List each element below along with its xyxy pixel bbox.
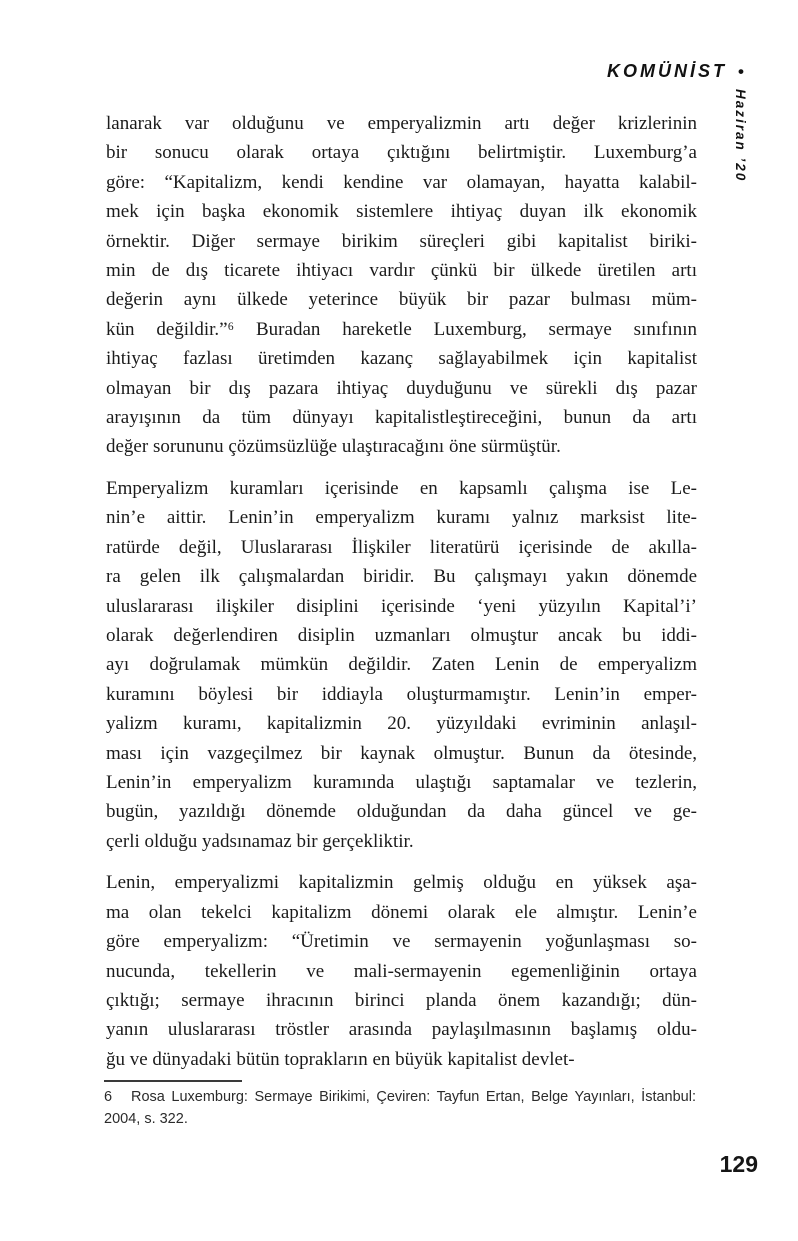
text-line: ması için vazgeçilmez bir kaynak olmuştur. Bunun da ötesinde, <box>106 742 697 764</box>
footnote-text: Rosa Luxemburg: Sermaye Birikimi, Çeviren: Tayfun Ertan, Belge Yayınları, İstanbul: <box>131 1089 696 1105</box>
text-line: örnektir. Diğer sermaye birikim süreçleri gibi kapitalist biriki- <box>106 230 697 252</box>
text-line: bugün, yazıldığı dönemde olduğundan da daha güncel ve ge- <box>106 801 697 823</box>
masthead <box>607 61 744 82</box>
paragraph <box>106 474 697 856</box>
text-line: nucunda, tekellerin ve mali-sermayenin egemenliğinin ortaya <box>106 960 697 982</box>
issue-label: Haziran ’20 <box>733 89 748 183</box>
text-line: ratürde değil, Uluslararası İlişkiler literatürü içerisinde de akılla- <box>106 536 697 558</box>
text-line: Lenin, emperyalizmi kapitalizmin gelmiş olduğu en yüksek aşa- <box>106 872 697 894</box>
text-line: ğu ve dünyadaki bütün toprakların en büyük kapitalist devlet- <box>106 1048 575 1070</box>
text-line: yalizm kuramı, kapitalizmin 20. yüzyıldaki evriminin anlaşıl- <box>106 713 697 735</box>
text-line: ayı doğrulamak mümkün değildir. Zaten Lenin de emperyalizm <box>106 654 697 676</box>
text-line: mek için başka ekonomik sistemlere ihtiyaç duyan ilk ekonomik <box>106 201 697 223</box>
text-line: değer sorununu çözümsüzlüğe ulaştıracağını öne sürmüştür. <box>106 436 561 458</box>
text-line: göre: “Kapitalizm, kendi kendine var olamayan, hayatta kalabil- <box>106 171 697 193</box>
text-line: olarak değerlendiren disiplin uzmanları olmuştur ancak bu iddi- <box>106 624 697 646</box>
text-line: göre emperyalizm: “Üretimin ve sermayenin yoğunlaşması so- <box>106 931 697 953</box>
footnote-line: 2004, s. 322. <box>104 1110 188 1127</box>
text-line: çerli olduğu yadsınamaz bir gerçekliktir. <box>106 830 414 852</box>
text-line: nin’e aittir. Lenin’in emperyalizm kuramı yalnız marksist lite- <box>106 507 697 529</box>
footnote-line <box>104 1087 696 1109</box>
text-line: Emperyalizm kuramları içerisinde en kapsamlı çalışma ise Le- <box>106 477 697 499</box>
text-line: olmayan bir dış pazara ihtiyaç duyduğunu ve sürekli dış pazar <box>106 377 697 399</box>
text-line: değerin aynı ülkede yeterince büyük bir pazar bulması müm- <box>106 289 697 311</box>
text-line: arayışının da tüm dünyayı kapitalistleştireceğini, bunun da artı <box>106 406 697 428</box>
text-line: bir sonucu olarak ortaya çıktığını belirtmiştir. Luxemburg’a <box>106 142 697 164</box>
text-line: kün değildir.”⁶ Buradan hareketle Luxemburg, sermaye sınıfının <box>106 318 697 340</box>
text-line: çıktığı; sermaye ihracının birinci planda önem kazandığı; dün- <box>106 989 697 1011</box>
paragraph <box>106 868 697 1074</box>
text-line: lanarak var olduğunu ve emperyalizmin artı değer krizlerinin <box>106 113 697 134</box>
footnote-divider <box>104 1080 242 1082</box>
text-line: min de dış ticarete ihtiyacı vardır çünkü bir ülkede üretilen artı <box>106 259 697 281</box>
text-line: ra gelen ilk çalışmalardan biridir. Bu çalışmayı yakın dönemde <box>106 566 697 588</box>
text-line: kuramını böylesi bir iddiayla oluşturmamıştır. Lenin’in emper- <box>106 683 697 705</box>
text-line: uluslararası ilişkiler disiplini içerisinde ‘yeni yüzyılın Kapital’i’ <box>106 595 697 617</box>
footnote-marker: 6 <box>104 1089 113 1105</box>
paragraph <box>106 109 697 462</box>
page-number: 129 <box>719 1151 758 1177</box>
text-line: Lenin’in emperyalizm kuramında ulaştığı saptamalar ve tezlerin, <box>106 771 697 793</box>
footnote <box>104 1080 696 1130</box>
body-text <box>106 109 697 1074</box>
journal-title: KOMÜNİST <box>607 61 728 81</box>
text-line: ma olan tekelci kapitalizm dönemi olarak ele almıştır. Lenin’e <box>106 901 697 923</box>
bullet-icon: • <box>738 62 744 81</box>
text-line: ihtiyaç fazlası üretimden kazanç sağlayabilmek için kapitalist <box>106 348 697 370</box>
text-line: yanın uluslararası tröstler arasında paylaşılmasının başlamış oldu- <box>106 1019 697 1041</box>
